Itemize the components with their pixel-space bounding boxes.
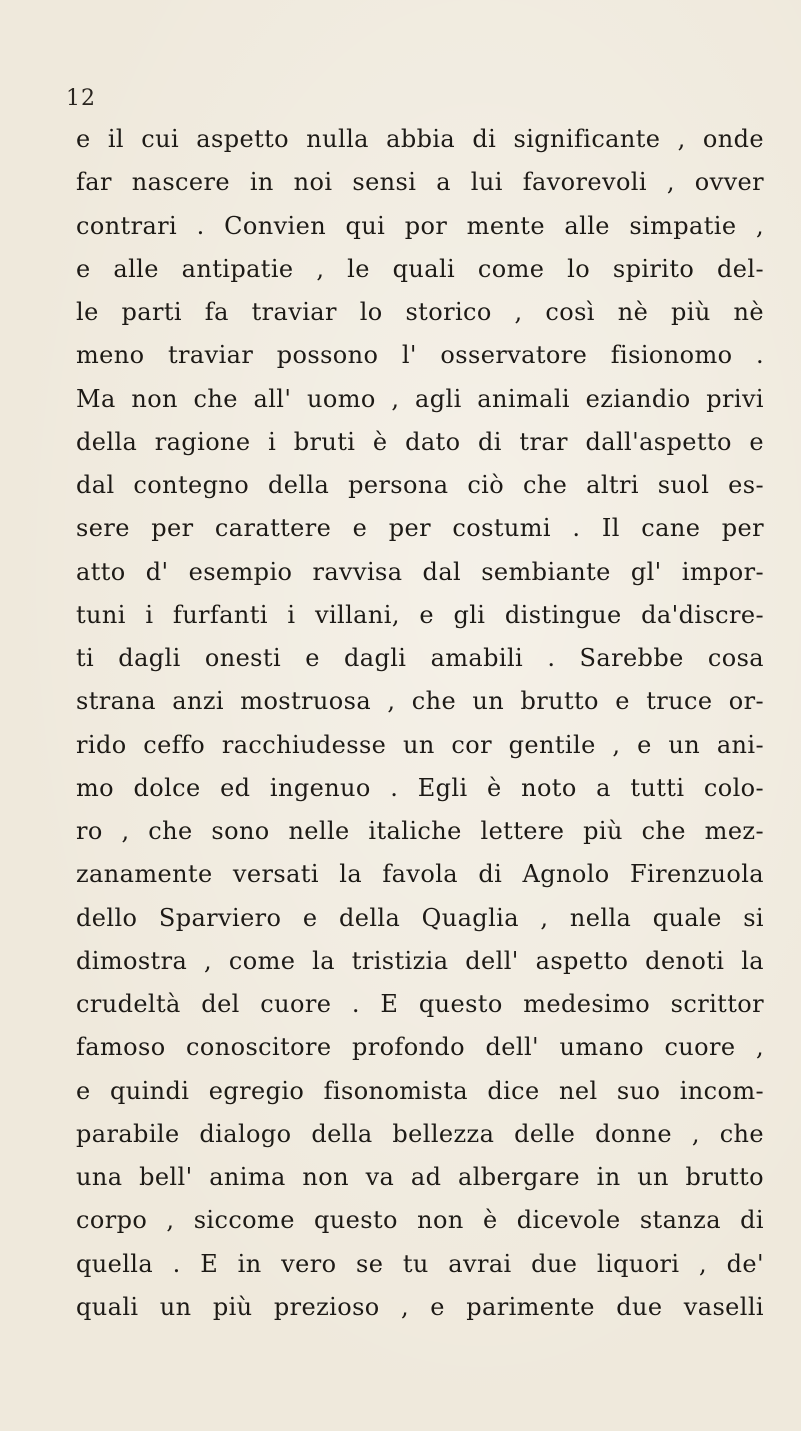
text-line: della ragione i bruti è dato di trar dall'aspetto e: [76, 427, 764, 456]
text-line: sere per carattere e per costumi . Il cane per: [76, 514, 764, 543]
text-line: ti dagli onesti e dagli amabili . Sarebbe cosa: [76, 644, 764, 672]
text-line: tuni i furfanti i villani, e gli distingue da'discre-: [76, 600, 764, 629]
text-line: Ma non che all' uomo , agli animali eziandio privi: [76, 384, 764, 413]
text-line: corpo , siccome questo non è dicevole stanza di: [76, 1206, 764, 1235]
text-line: meno traviar possono l' osservatore fisionomo .: [76, 341, 764, 370]
text-line: far nascere in noi sensi a lui favorevoli , ovver: [76, 168, 764, 197]
text-line: zanamente versati la favola di Agnolo Firenzuola: [76, 860, 764, 889]
text-line: e alle antipatie , le quali come lo spirito del-: [76, 254, 764, 283]
page-number: 12: [66, 86, 96, 111]
text-line: le parti fa traviar lo storico , così nè più nè: [76, 298, 764, 326]
text-line: famoso conoscitore profondo dell' umano cuore ,: [76, 1033, 764, 1062]
text-line: rido ceffo racchiudesse un cor gentile , e un ani-: [76, 730, 764, 759]
text-line: contrari . Convien qui por mente alle simpatie ,: [76, 211, 764, 240]
text-line: e quindi egregio fisonomista dice nel suo incom-: [76, 1076, 764, 1105]
text-line: dal contegno della persona ciò che altri suol es-: [76, 471, 764, 499]
text-line: crudeltà del cuore . E questo medesimo scrittor: [76, 990, 764, 1018]
text-line: dello Sparviero e della Quaglia , nella quale si: [76, 903, 764, 932]
text-line: una bell' anima non va ad albergare in un brutto: [76, 1163, 764, 1191]
text-line: parabile dialogo della bellezza delle donne , che: [76, 1119, 764, 1148]
body-text: [76, 118, 764, 1329]
text-line: dimostra , come la tristizia dell' aspetto denoti la: [76, 946, 764, 975]
text-line: quali un più prezioso , e parimente due vaselli: [76, 1292, 764, 1321]
text-line: atto d' esempio ravvisa dal sembiante gl' impor-: [76, 557, 764, 586]
text-line: e il cui aspetto nulla abbia di significante , onde: [76, 125, 764, 153]
text-line: ro , che sono nelle italiche lettere più che mez-: [76, 817, 764, 845]
text-line: mo dolce ed ingenuo . Egli è noto a tutti colo-: [76, 773, 764, 802]
text-line: quella . E in vero se tu avrai due liquori , de': [76, 1249, 764, 1278]
text-line: strana anzi mostruosa , che un brutto e truce or-: [76, 687, 764, 716]
